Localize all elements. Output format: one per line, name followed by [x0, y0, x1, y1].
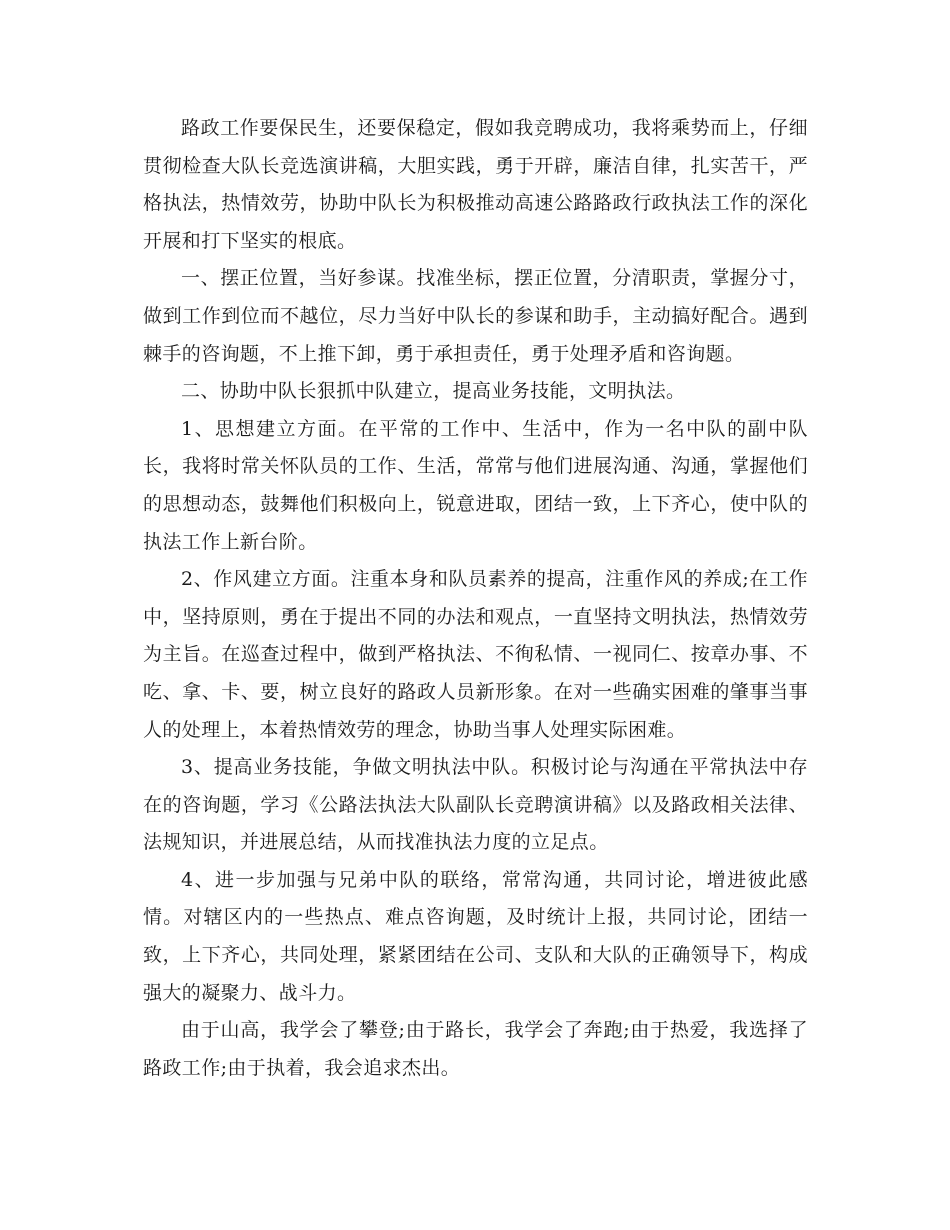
paragraph-section-2: 二、协助中队长狠抓中队建立，提高业务技能，文明执法。 — [181, 380, 686, 403]
paragraph-item-3: 3、提高业务技能，争做文明执法中队。积极讨论与沟通在平常执法中存在的咨询题，学习《公路法执法大队副队长竞聘演讲稿》以及路政相关法律、法规知识，并进展总结，从而找准执法力度的立足点。 — [143, 756, 808, 854]
paragraph-conclusion: 由于山高，我学会了攀登;由于路长，我学会了奔跑;由于热爱，我选择了路政工作;由于执着，我会追求杰出。 — [143, 1019, 808, 1079]
paragraph-intro: 路政工作要保民生，还要保稳定，假如我竞聘成功，我将乘势而上，仔细贯彻检查大队长竞选演讲稿，大胆实践，勇于开辟，廉洁自律，扎实苦干，严格执法，热情效劳，协助中队长为积极推动高速公路路政行政执法工作的深化开展和打下坚实的根底。 — [143, 117, 808, 252]
paragraph-section-1: 一、摆正位置，当好参谋。找准坐标，摆正位置，分清职责，掌握分寸，做到工作到位而不越位，尽力当好中队长的参谋和助手，主动搞好配合。遇到棘手的咨询题，不上推下卸，勇于承担责任，勇于处理矛盾和咨询题。 — [143, 267, 808, 365]
paragraph-item-1: 1、思想建立方面。在平常的工作中、生活中，作为一名中队的副中队长，我将时常关怀队员的工作、生活，常常与他们进展沟通、沟通，掌握他们的思想动态，鼓舞他们积极向上，锐意进取，团结一致，上下齐心，使中队的执法工作上新台阶。 — [143, 417, 808, 553]
paragraph-item-4: 4、进一步加强与兄弟中队的联络，常常沟通，共同讨论，增进彼此感情。对辖区内的一些热点、难点咨询题，及时统计上报，共同讨论，团结一致，上下齐心，共同处理，紧紧团结在公司、支队和大队的正确领导下，构成强大的凝聚力、战斗力。 — [143, 868, 808, 1004]
paragraph-item-2: 2、作风建立方面。注重本身和队员素养的提高，注重作风的养成;在工作中，坚持原则，勇在于提出不同的办法和观点，一直坚持文明执法，热情效劳为主旨。在巡查过程中，做到严格执法、不徇私情、一视同仁、按章办事、不吃、拿、卡、要，树立良好的路政人员新形象。在对一些确实困难的肇事当事人的处理上，本着热情效劳的理念，协助当事人处理实际困难。 — [143, 568, 808, 741]
document-body — [143, 110, 808, 1087]
